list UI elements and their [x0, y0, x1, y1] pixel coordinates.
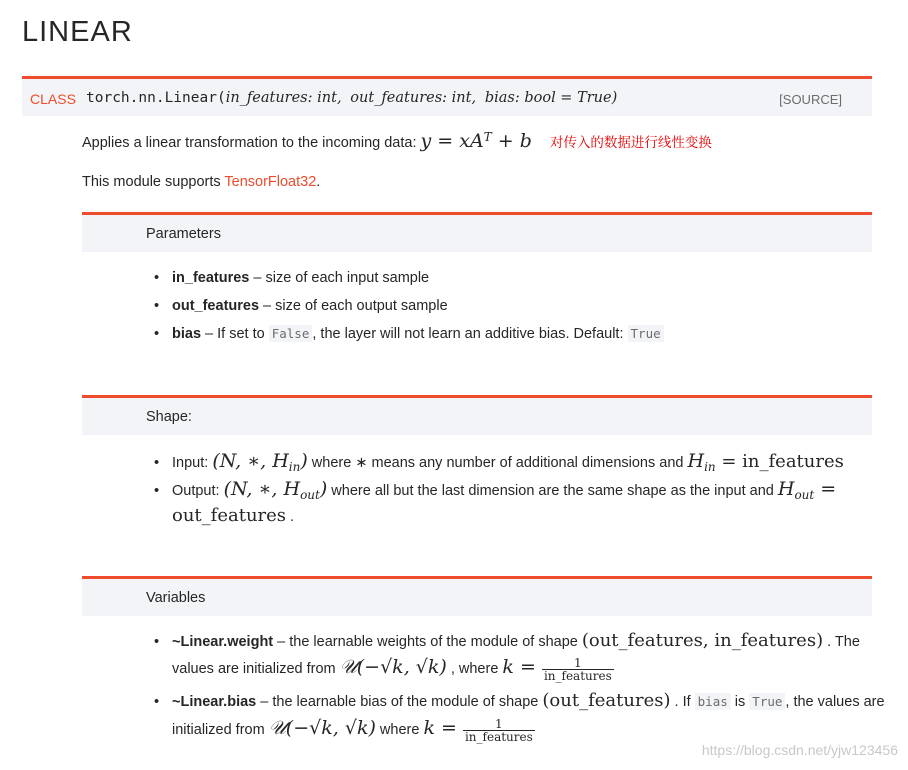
param-in-features: in_features: [225, 90, 308, 106]
class-signature: [22, 76, 872, 116]
signature-code: torch.nn.Linear(in_features: int, out_features: int, bias: bool = True): [86, 90, 618, 106]
page-title: LINEAR: [22, 16, 133, 48]
param-bias: bias: [484, 90, 515, 106]
shape-header: Shape:: [82, 395, 872, 435]
param-item-in-features: • in_features – size of each input sample: [154, 270, 430, 286]
parameters-header: Parameters: [82, 212, 872, 252]
annotation-note: 对传入的数据进行线性变换: [549, 135, 712, 150]
var-bias-cont: initialized from 𝒰(−√k, √k) where k = $\frac{1}{\text{in\_features}}$: [172, 716, 533, 744]
shape-output-cont: out_features .: [172, 505, 295, 526]
weight-fraction: $\frac{1}{\text{in\_features}}$: [543, 655, 612, 683]
param-item-out-features: • out_features – size of each output sample: [154, 298, 448, 314]
support-text: This module supports TensorFloat32.: [82, 174, 321, 190]
variables-header: Variables: [82, 576, 872, 616]
description: Applies a linear transformation to the incoming data: $y = xA^T + b$ 对传入的数据进行线性变换: [82, 130, 712, 152]
class-label: CLASS: [30, 91, 76, 107]
tensorfloat32-link[interactable]: TensorFloat32: [224, 174, 317, 190]
source-link[interactable]: [SOURCE]: [779, 92, 842, 107]
watermark: https://blog.csdn.net/yjw123456: [701, 742, 898, 758]
var-weight: • ~Linear.weight – the learnable weights of the module of shape (out_features, in_features) . The: [154, 630, 860, 651]
bias-fraction: $\frac{1}{\text{in\_features}}$: [464, 716, 533, 744]
var-bias: • ~Linear.bias – the learnable bias of the module of shape (out_features) . If bias is True , the values are: [154, 690, 885, 711]
param-item-bias: • bias – If set to False , the layer will not learn an additive bias. Default: True: [154, 326, 664, 342]
shape-output: • Output: (N, ∗, $H_{out}$) where all but the last dimension are the same shape as the input and $H_{out}$ =: [154, 478, 837, 502]
param-out-features: out_features: [350, 90, 443, 106]
shape-input: • Input: (N, ∗, $H_{in}$) where ∗ means any number of additional dimensions and $H_{in}$ = in_features: [154, 450, 844, 474]
var-weight-cont: values are initialized from 𝒰(−√k, √k) , where k = $\frac{1}{\text{in\_features}}$: [172, 655, 612, 683]
